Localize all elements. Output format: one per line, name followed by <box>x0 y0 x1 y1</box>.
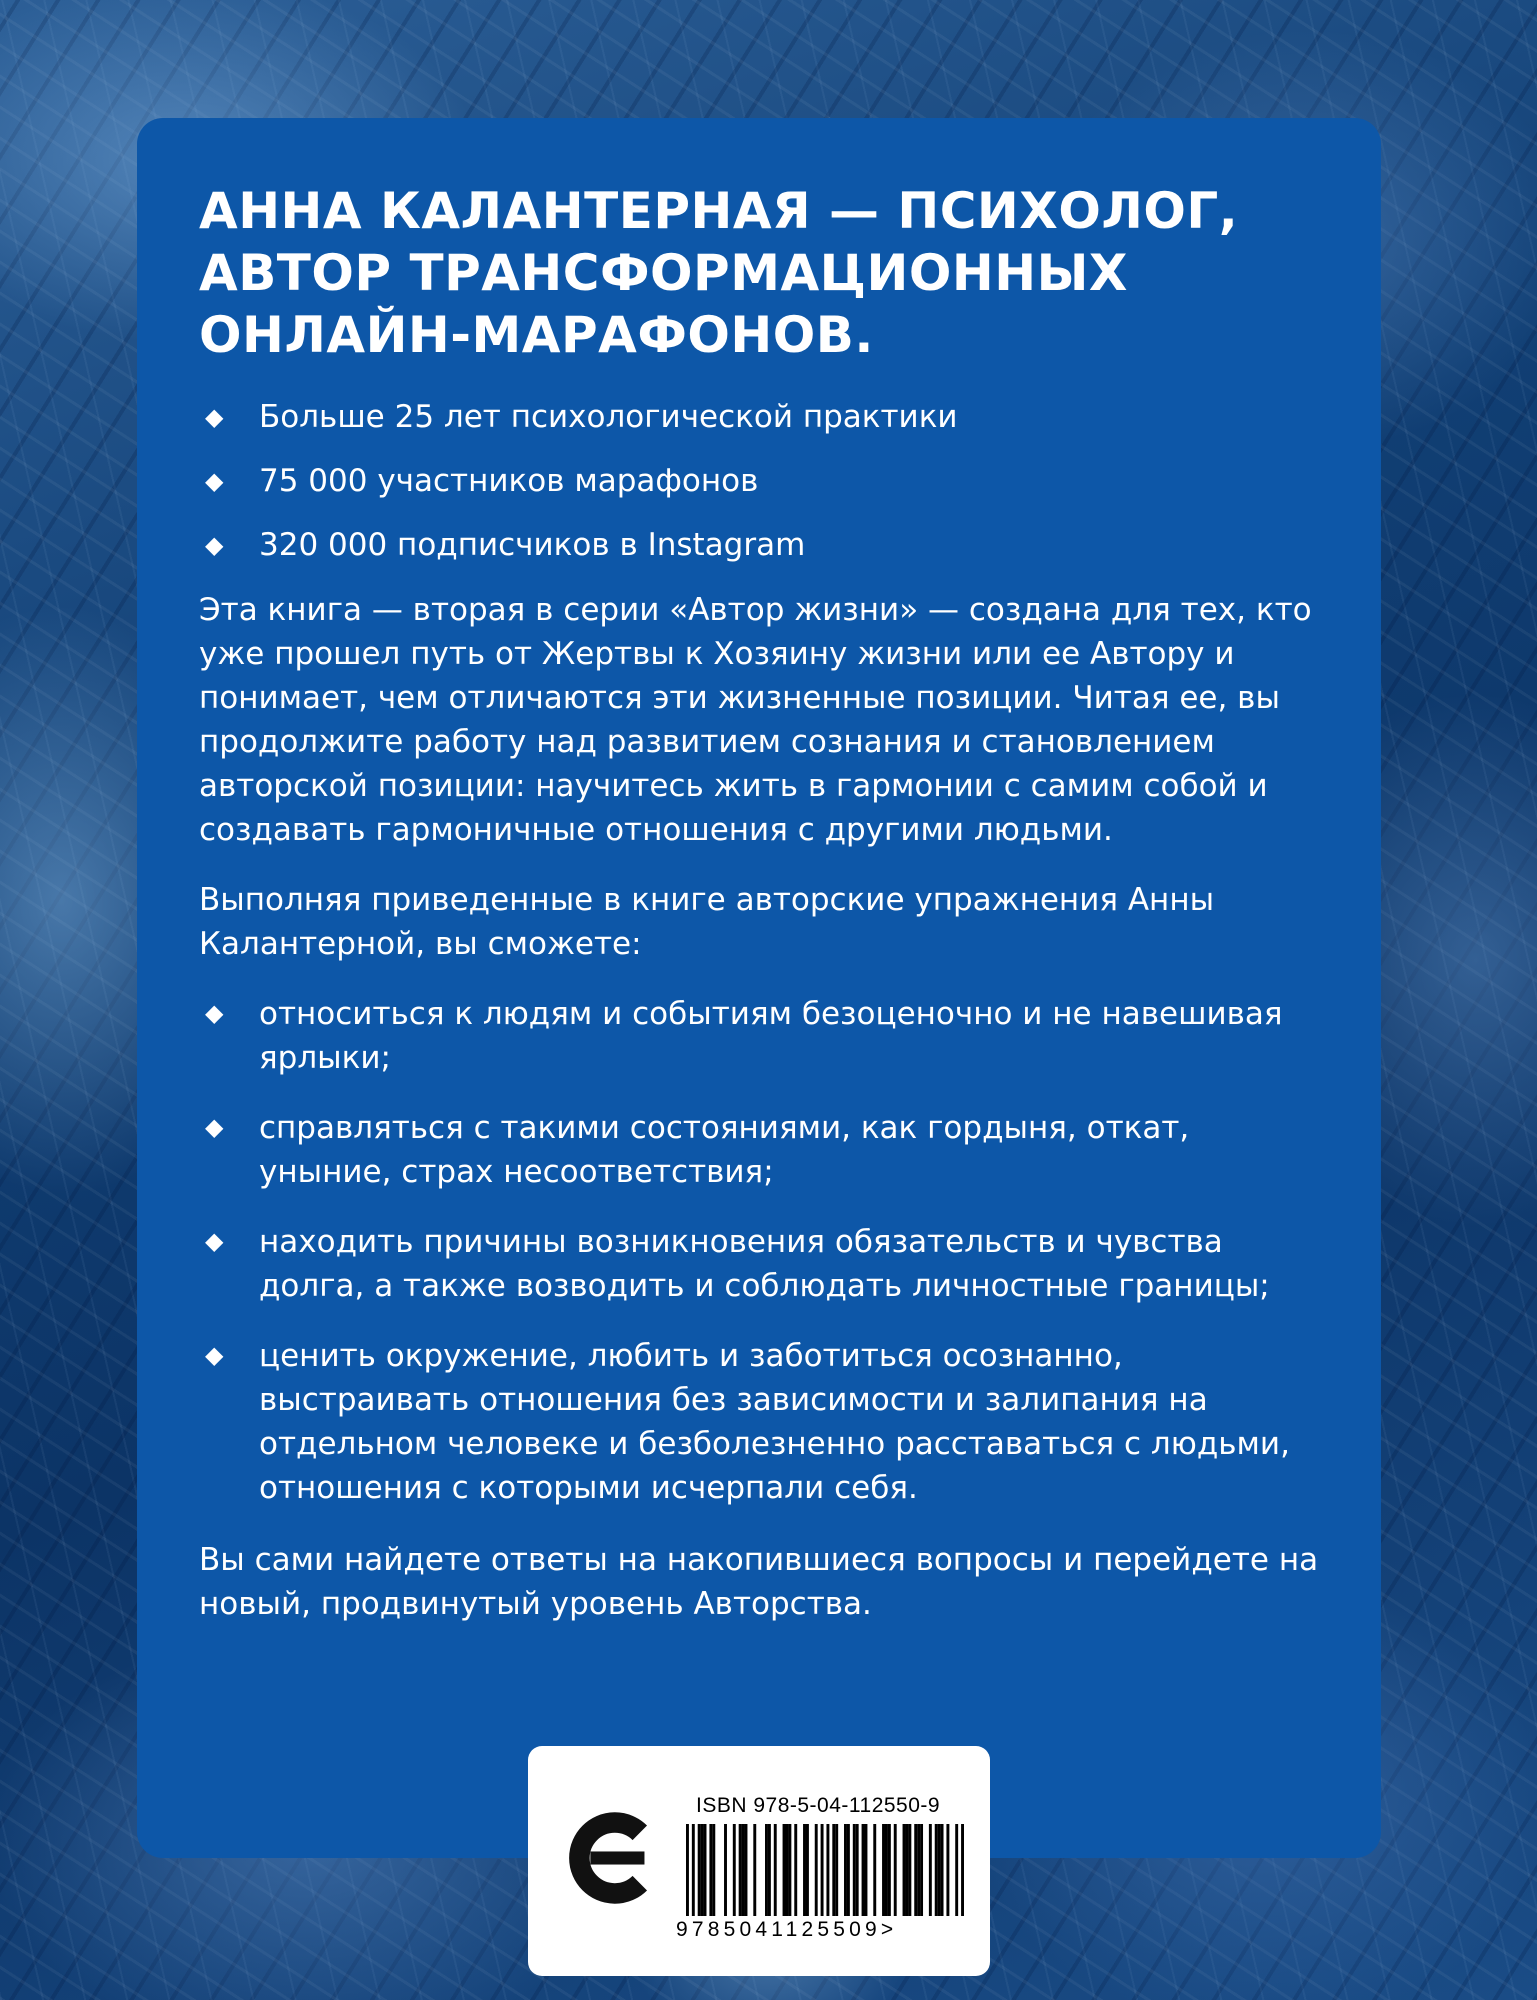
barcode-bar <box>709 1824 712 1916</box>
author-stats-list <box>199 396 1321 566</box>
barcode-bar <box>882 1824 885 1916</box>
barcode-bar <box>847 1824 850 1916</box>
barcode-bar <box>905 1824 908 1916</box>
headline-line-1: АННА КАЛАНТЕРНАЯ — ПСИХОЛОГ, <box>199 182 1239 240</box>
barcode-bar <box>888 1824 891 1916</box>
headline-line-2: АВТОР ТРАНСФОРМАЦИОННЫХ <box>199 244 1128 302</box>
barcode-bar <box>865 1824 868 1916</box>
barcode-bar <box>853 1824 856 1916</box>
stat-item <box>199 396 1321 438</box>
stat-text: 75 000 участников марафонов <box>259 463 759 499</box>
barcode-bar <box>724 1824 727 1916</box>
publisher-logo-icon <box>562 1802 656 1914</box>
benefit-text: относиться к людям и событиям безоценочно и не навешивая ярлыки; <box>259 996 1283 1076</box>
intro-paragraph: Эта книга — вторая в серии «Автор жизни» — создана для тех, кто уже прошел путь от Жертвы к Хозяину жизни или ее Автору и понимает, чем отличаются эти жизненные позиции. Читая ее, вы продолжите работу над развитием сознания и становлением авторской позиции: научитесь жить в гармонии с самим собой и создавать гармоничные отношения с другими людьми. <box>199 592 1312 848</box>
stat-text: 320 000 подписчиков в Instagram <box>259 527 806 563</box>
barcode-bar <box>739 1824 742 1916</box>
barcode-bar <box>742 1824 745 1916</box>
barcode-bar <box>815 1824 818 1916</box>
closing-paragraph: Вы сами найдете ответы на накопившиеся вопросы и перейдете на новый, продвинутый уровень Авторства. <box>199 1542 1319 1622</box>
diamond-bullet-icon: ◆ <box>205 531 224 559</box>
isbn-text: ISBN 978-5-04-112550-9 <box>696 1794 941 1817</box>
headline-line-3: ОНЛАЙН-МАРАФОНОВ. <box>199 306 874 364</box>
barcode-bar <box>903 1824 906 1916</box>
barcode-bar <box>821 1824 824 1916</box>
barcode-bar <box>712 1824 715 1916</box>
barcode-bar <box>929 1824 932 1916</box>
benefit-item <box>199 1334 1321 1510</box>
barcode-bar <box>704 1824 707 1916</box>
barcode-bar <box>733 1824 736 1916</box>
barcode-bar <box>794 1824 797 1916</box>
barcode-bar <box>917 1824 920 1916</box>
barcode-bar <box>785 1824 788 1916</box>
barcode-bar <box>806 1824 809 1916</box>
benefit-item <box>199 992 1321 1080</box>
barcode-bar <box>826 1824 829 1916</box>
barcode-bar <box>946 1824 949 1916</box>
barcode-bar <box>908 1824 911 1916</box>
diamond-bullet-icon: ◆ <box>205 403 224 431</box>
barcode-bar <box>935 1824 938 1916</box>
barcode-bar <box>768 1824 771 1916</box>
barcode-bar <box>873 1824 876 1916</box>
barcode-bar <box>832 1824 835 1916</box>
barcode-bar <box>783 1824 786 1916</box>
stat-text: Больше 25 лет психологической практики <box>259 399 958 435</box>
stat-item <box>199 460 1321 502</box>
stat-item <box>199 524 1321 566</box>
headline <box>199 180 1321 366</box>
barcode <box>686 1824 964 1916</box>
barcode-bar <box>698 1824 701 1916</box>
benefit-item <box>199 1220 1321 1308</box>
barcode-bar <box>765 1824 768 1916</box>
barcode-bar <box>894 1824 897 1916</box>
barcode-bar <box>803 1824 806 1916</box>
benefits-list <box>199 992 1321 1510</box>
barcode-bar <box>862 1824 865 1916</box>
barcode-box <box>528 1746 990 1976</box>
diamond-bullet-icon: ◆ <box>205 999 224 1027</box>
back-cover-panel <box>137 118 1381 1858</box>
lead-in-paragraph: Выполняя приведенные в книге авторские упражнения Анны Калантерной, вы сможете: <box>199 882 1215 962</box>
barcode-bar <box>835 1824 838 1916</box>
diamond-bullet-icon: ◆ <box>205 1113 224 1141</box>
benefit-text: справляться с такими состояниями, как гордыня, откат, уныние, страх несоответствия; <box>259 1110 1190 1190</box>
diamond-bullet-icon: ◆ <box>205 1227 224 1255</box>
barcode-bar <box>844 1824 847 1916</box>
benefit-text: ценить окружение, любить и заботиться осознанно, выстраивать отношения без зависимости и залипания на отдельном человеке и безболезненно расставаться с людьми, отношения с которыми исчерпали себя. <box>259 1338 1290 1506</box>
barcode-bar <box>920 1824 923 1916</box>
barcode-bar <box>938 1824 941 1916</box>
diamond-bullet-icon: ◆ <box>205 467 224 495</box>
ean-digits: 9785041125509> <box>676 1918 898 1941</box>
barcode-bar <box>955 1824 958 1916</box>
barcode-bar <box>686 1824 689 1916</box>
barcode-bar <box>692 1824 695 1916</box>
barcode-bar <box>961 1824 964 1916</box>
barcode-bar <box>753 1824 756 1916</box>
diamond-bullet-icon: ◆ <box>205 1341 224 1369</box>
barcode-bar <box>745 1824 748 1916</box>
benefit-text: находить причины возникновения обязательств и чувства долга, а также возводить и соблюдать личностные границы; <box>259 1224 1270 1304</box>
barcode-bar <box>774 1824 777 1916</box>
barcode-bar <box>941 1824 944 1916</box>
barcode-bar <box>701 1824 704 1916</box>
barcode-bar <box>914 1824 917 1916</box>
barcode-bar <box>788 1824 791 1916</box>
benefit-item <box>199 1106 1321 1194</box>
barcode-bar <box>856 1824 859 1916</box>
barcode-bar <box>885 1824 888 1916</box>
